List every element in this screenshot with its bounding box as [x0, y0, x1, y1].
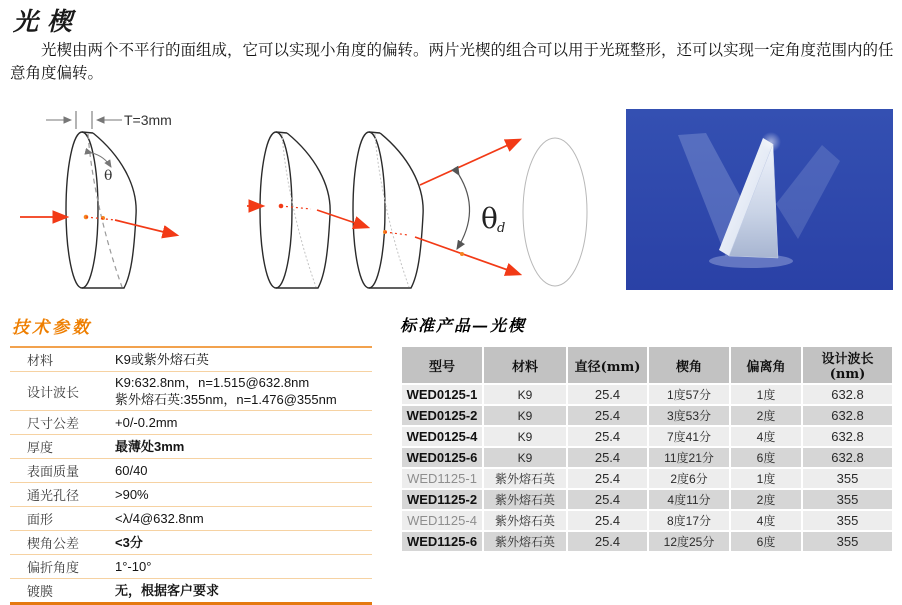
deviation-angle-cell: 6度	[731, 448, 801, 467]
spec-value-line: >90%	[115, 487, 149, 502]
design-wavelength-cell: 632.8	[803, 406, 892, 425]
tech-params-section	[10, 313, 372, 605]
deviation-angle-subscript: d	[497, 221, 506, 236]
spec-value	[115, 534, 143, 551]
wedge-angle-label: θ	[104, 168, 113, 184]
model-cell: WED0125-1	[402, 385, 482, 404]
products-section	[400, 313, 900, 553]
design-wavelength-cell: 355	[803, 490, 892, 509]
spec-label: 面形	[27, 513, 54, 528]
design-wavelength-cell: 355	[803, 532, 892, 551]
products-table-body	[402, 385, 892, 551]
model-cell: WED1125-4	[402, 511, 482, 530]
model-cell: WED1125-1	[402, 469, 482, 488]
column-header: 设计波长(nm)	[803, 347, 892, 383]
product-row	[402, 490, 892, 509]
spec-value-line: 紫外熔石英:355nm，n=1.476@355nm	[115, 392, 337, 407]
material-cell: K9	[484, 448, 566, 467]
spec-label: 表面质量	[27, 465, 80, 480]
spec-value	[115, 582, 219, 599]
spec-value-line: <3分	[115, 535, 143, 550]
material-cell: 紫外熔石英	[484, 511, 566, 530]
material-cell: K9	[484, 406, 566, 425]
product-row	[402, 385, 892, 404]
spec-label: 楔角公差	[27, 537, 80, 552]
wedge-angle-cell: 12度25分	[649, 532, 729, 551]
wedge-angle-cell: 8度17分	[649, 511, 729, 530]
diameter-cell: 25.4	[568, 532, 647, 551]
page-title: 光楔	[13, 7, 82, 36]
design-wavelength-cell: 355	[803, 469, 892, 488]
products-table-head	[402, 347, 892, 383]
spec-value-line: 无，根据客户要求	[115, 583, 220, 598]
spec-value	[115, 462, 148, 479]
material-cell: K9	[484, 385, 566, 404]
spec-value-line: 60/40	[115, 463, 148, 478]
model-cell: WED0125-6	[402, 448, 482, 467]
spec-row	[10, 530, 372, 554]
column-header: 楔角	[649, 347, 729, 383]
product-row	[402, 406, 892, 425]
model-cell: WED1125-6	[402, 532, 482, 551]
diameter-cell: 25.4	[568, 427, 647, 446]
products-heading: 标准产品—光楔	[400, 316, 527, 335]
wedge-angle-cell: 11度21分	[649, 448, 729, 467]
column-header: 直径(mm)	[568, 347, 647, 383]
spec-label: 镀膜	[27, 585, 54, 600]
deviation-angle-cell: 4度	[731, 511, 801, 530]
spec-row	[10, 506, 372, 530]
spec-value	[115, 558, 151, 575]
model-cell: WED0125-2	[402, 406, 482, 425]
product-row	[402, 532, 892, 551]
single-wedge-diagram	[10, 103, 225, 303]
design-wavelength-cell: 632.8	[803, 448, 892, 467]
spec-label: 偏折角度	[27, 561, 80, 576]
diameter-cell: 25.4	[568, 490, 647, 509]
wedge-angle-cell: 3度53分	[649, 406, 729, 425]
spec-row	[10, 578, 372, 602]
spec-value-line: K9:632.8nm，n=1.515@632.8nm	[115, 375, 310, 390]
header-row	[402, 347, 892, 383]
apex-glow	[761, 132, 781, 152]
spec-value-line: 1°-10°	[115, 559, 152, 574]
column-header: 型号	[402, 347, 482, 383]
spec-value	[115, 510, 204, 527]
second-wedge-outline	[353, 132, 423, 288]
spec-value	[115, 438, 184, 455]
deviation-angle-cell: 2度	[731, 490, 801, 509]
spec-value	[115, 486, 149, 503]
spec-label: 通光孔径	[27, 489, 80, 504]
material-cell: 紫外熔石英	[484, 532, 566, 551]
tech-params-table	[10, 346, 372, 605]
model-cell: WED1125-2	[402, 490, 482, 509]
deviation-angle-cell: 1度	[731, 385, 801, 404]
tech-params-heading: 技术参数	[12, 318, 92, 338]
spec-row	[10, 458, 372, 482]
spec-value-line: +0/-0.2mm	[115, 415, 178, 430]
spec-row	[10, 348, 372, 371]
spec-row	[10, 434, 372, 458]
spec-label: 材料	[27, 354, 54, 369]
deviation-angle-cell: 6度	[731, 532, 801, 551]
spec-label: 尺寸公差	[27, 417, 80, 432]
intro-paragraph: 光楔由两个不平行的面组成，它可以实现小角度的偏转。两片光楔的组合可以用于光斑整形，还可以实现一定角度范围内的任意角度偏转。	[10, 41, 894, 82]
diameter-cell: 25.4	[568, 406, 647, 425]
diameter-cell: 25.4	[568, 469, 647, 488]
model-cell: WED0125-4	[402, 427, 482, 446]
product-row	[402, 448, 892, 467]
deviation-angle-cell: 2度	[731, 406, 801, 425]
spec-value-line: K9或紫外熔石英	[115, 352, 209, 367]
material-cell: K9	[484, 427, 566, 446]
thickness-dimension	[46, 111, 122, 129]
product-row	[402, 469, 892, 488]
spec-label: 厚度	[27, 441, 54, 456]
spec-row	[10, 482, 372, 506]
column-header: 偏离角	[731, 347, 801, 383]
design-wavelength-cell: 632.8	[803, 427, 892, 446]
wedge-angle-cell: 4度11分	[649, 490, 729, 509]
product-row	[402, 511, 892, 530]
diameter-cell: 25.4	[568, 448, 647, 467]
spec-row	[10, 371, 372, 410]
material-cell: 紫外熔石英	[484, 490, 566, 509]
wedge-angle-cell: 2度6分	[649, 469, 729, 488]
material-cell: 紫外熔石英	[484, 469, 566, 488]
wedge-outline	[66, 132, 136, 288]
spec-value-line: <λ/4@632.8nm	[115, 511, 204, 526]
deviation-angle-cell: 1度	[731, 469, 801, 488]
thickness-label: T=3mm	[124, 112, 172, 128]
diameter-cell: 25.4	[568, 511, 647, 530]
product-row	[402, 427, 892, 446]
deviation-angle-arc	[457, 175, 470, 249]
diameter-cell: 25.4	[568, 385, 647, 404]
products-table	[400, 345, 894, 553]
wedge-pair-diagram	[243, 103, 603, 303]
column-header: 材料	[484, 347, 566, 383]
spec-label: 设计波长	[27, 385, 80, 401]
wedge-angle-cell: 7度41分	[649, 427, 729, 446]
spec-value-line: 最薄处3mm	[115, 439, 185, 454]
deviation-angle-label: θ	[481, 202, 498, 235]
spec-value	[115, 414, 178, 431]
wedge-prism-photo	[626, 109, 893, 290]
spec-value	[115, 351, 209, 368]
design-wavelength-cell: 632.8	[803, 385, 892, 404]
target-circle	[523, 138, 587, 286]
wedge-angle-cell: 1度57分	[649, 385, 729, 404]
spec-row	[10, 410, 372, 434]
spec-value	[115, 374, 337, 408]
spec-row	[10, 554, 372, 578]
deviation-angle-cell: 4度	[731, 427, 801, 446]
design-wavelength-cell: 355	[803, 511, 892, 530]
